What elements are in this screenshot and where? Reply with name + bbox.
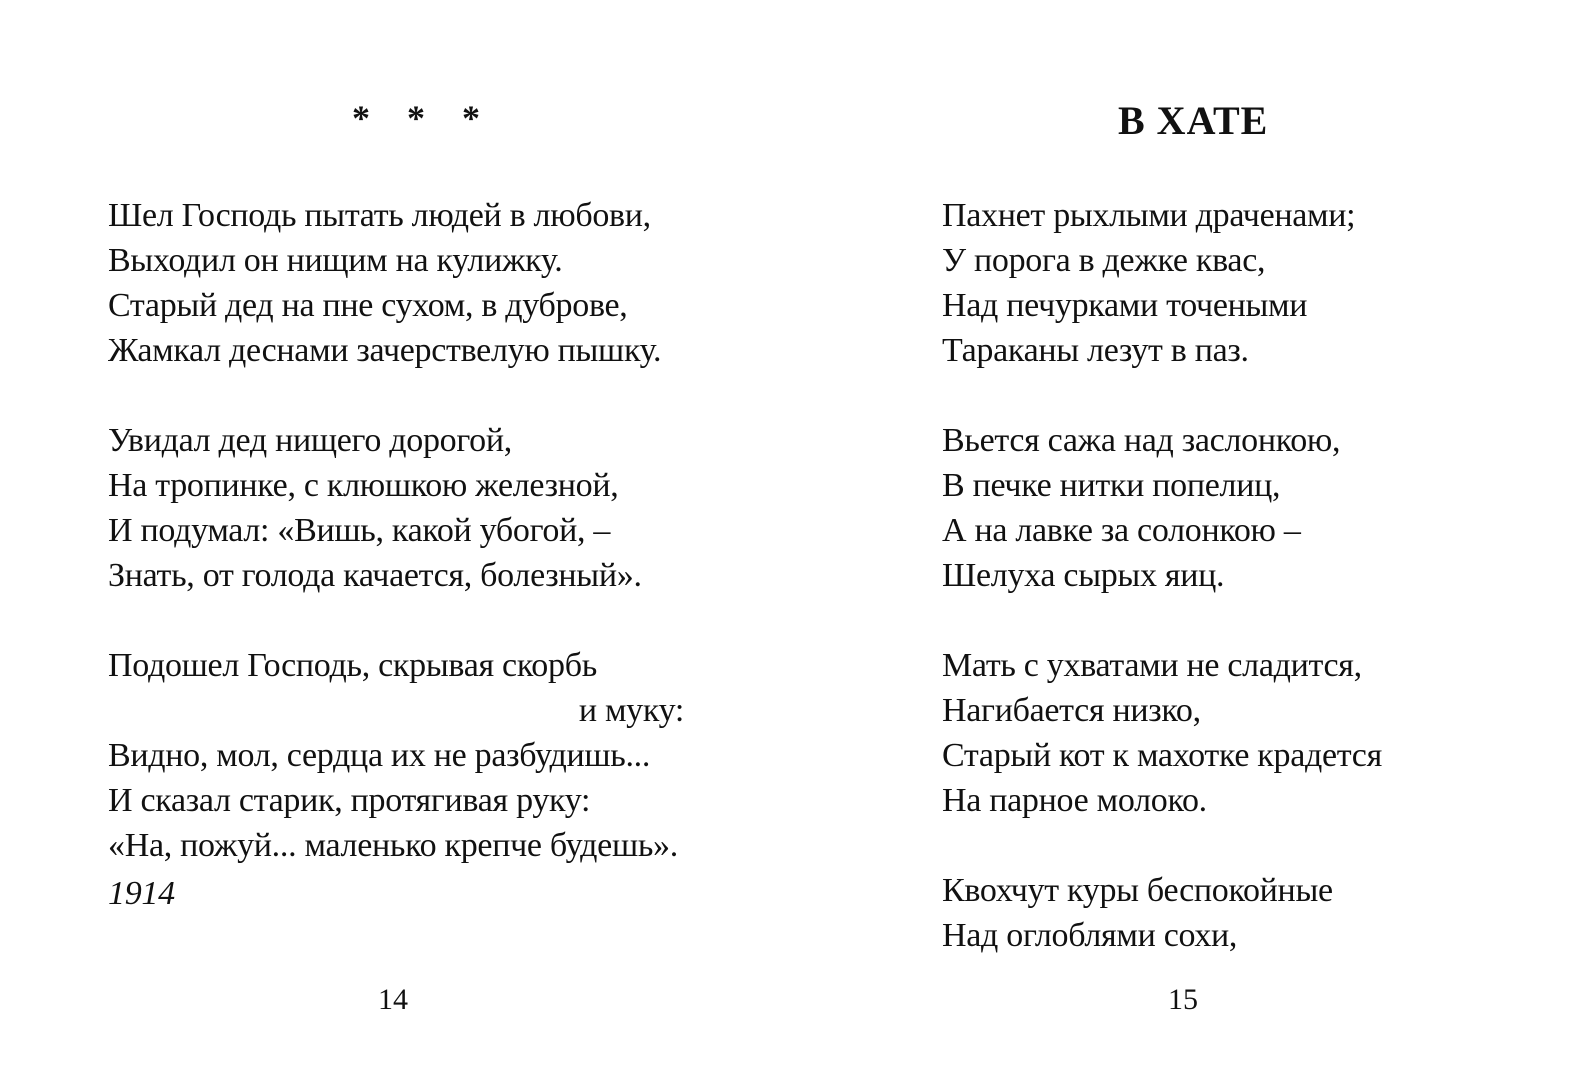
poem-line: У порога в дежке квас, [942, 242, 1266, 279]
poem-text-left [108, 193, 708, 916]
poem-line: Квохчут куры беспокойные [942, 872, 1333, 909]
poem-title: В ХАТЕ [1118, 98, 1269, 143]
poem-line-continuation: и муку: [578, 692, 684, 729]
poem-line: На парное молоко. [942, 782, 1207, 819]
poem-line: А на лавке за солонкою – [942, 512, 1301, 549]
right-page [792, 0, 1584, 1080]
poem-line: «На, пожуй... маленько крепче будешь». [108, 827, 678, 864]
poem-line: Старый дед на пне сухом, в дуброве, [108, 287, 628, 324]
stanza [108, 193, 708, 373]
poem-line: Знать, от голода качается, болезный». [108, 557, 642, 594]
poem-line: Шел Господь пытать людей в любови, [108, 197, 651, 234]
stanza [942, 868, 1542, 958]
poem-line: Подошел Господь, скрывая скорбь [108, 647, 597, 684]
poem-line: Вьется сажа над заслонкою, [942, 422, 1341, 459]
poem-line: Видно, мол, сердца их не разбудишь... [108, 737, 651, 774]
poem-line: И сказал старик, протягивая руку: [108, 782, 591, 819]
poem-line: Выходил он нищим на кулижку. [108, 242, 563, 279]
page-number-left: 14 [378, 983, 408, 1016]
page-number-right: 15 [1168, 983, 1198, 1016]
poem-line: И подумал: «Вишь, какой убогой, – [108, 512, 611, 549]
poem-line: Над оглоблями сохи, [942, 917, 1238, 954]
poem-line: Пахнет рыхлыми драченами; [942, 197, 1356, 234]
stanza [108, 418, 708, 598]
poem-line: На тропинке, с клюшкою железной, [108, 467, 619, 504]
poem-line: Мать с ухватами не сладится, [942, 647, 1362, 684]
poem-line: Увидал дед нищего дорогой, [108, 422, 512, 459]
stanza [942, 418, 1542, 598]
poem-separator-asterisks: * * * [352, 98, 494, 138]
poem-line: Шелуха сырых яиц. [942, 557, 1225, 594]
stanza [942, 643, 1542, 823]
poem-line: В печке нитки попелиц, [942, 467, 1281, 504]
poem-text-right [942, 193, 1542, 958]
poem-line: Тараканы лезут в паз. [942, 332, 1249, 369]
poem-line: Нагибается низко, [942, 692, 1201, 729]
stanza [942, 193, 1542, 373]
stanza [108, 643, 708, 868]
poem-date: 1914 [108, 875, 175, 912]
poem-line: Жамкал деснами зачерствелую пышку. [108, 332, 662, 369]
poem-line: Над печурками точеными [942, 287, 1308, 324]
poem-line: Старый кот к махотке крадется [942, 737, 1382, 774]
